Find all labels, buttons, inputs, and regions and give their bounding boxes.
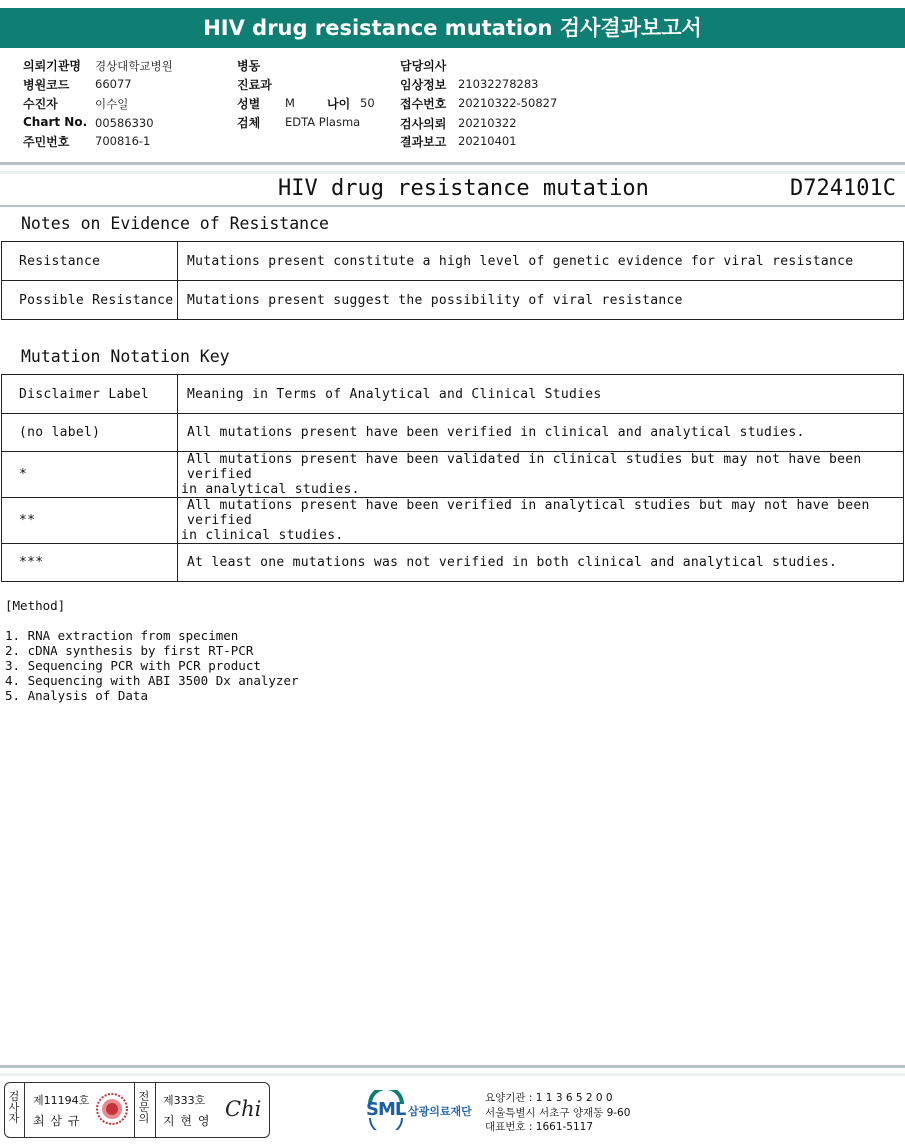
sml-logo-text: SML xyxy=(366,1099,406,1120)
ward-label: 병동 xyxy=(237,59,261,73)
notation-text: All mutations present have been verified in clinical and analytical studies. xyxy=(178,414,904,452)
header-divider xyxy=(0,162,905,165)
evidence-text: Mutations present constitute a high level of genetic evidence for viral resistance xyxy=(178,242,904,281)
institution-code: 요양기관 : 1 1 3 6 5 2 0 0 xyxy=(485,1092,613,1104)
evidence-text: Mutations present suggest the possibility of viral resistance xyxy=(178,281,904,320)
method-step: 1. RNA extraction from specimen xyxy=(5,628,239,643)
requesting-institution-value: 경상대학교병원 xyxy=(95,59,173,73)
specialist-name: 지 현 영 xyxy=(163,1114,211,1128)
notation-text-line1: All mutations present have been validated in clinical studies but may not have been verified xyxy=(187,452,862,482)
examiner-label: 검 사 자 xyxy=(8,1090,20,1125)
patient-name-label: 수진자 xyxy=(23,97,58,111)
notation-text-line2: in clinical studies. xyxy=(181,528,344,543)
method-step: 2. cDNA synthesis by first RT-PCR xyxy=(5,643,254,658)
specialist-signature: Chi xyxy=(225,1097,262,1121)
attending-physician-label: 담당의사 xyxy=(400,59,447,73)
notation-label: (no label) xyxy=(2,414,178,452)
notation-text xyxy=(178,498,904,544)
evidence-label: Resistance xyxy=(2,242,178,281)
specimen-label: 검체 xyxy=(237,116,261,130)
table-row xyxy=(2,452,904,498)
box-divider xyxy=(155,1083,156,1137)
column-header-meaning: Meaning in Terms of Analytical and Clinical Studies xyxy=(178,375,904,414)
method-step: 4. Sequencing with ABI 3500 Dx analyzer xyxy=(5,673,299,688)
table-row xyxy=(2,242,904,281)
receipt-no-value: 20210322-50827 xyxy=(458,96,558,110)
institution-phone: 대표번호 : 1661-5117 xyxy=(485,1121,594,1133)
sex-label: 성별 xyxy=(237,97,261,111)
institution-info xyxy=(485,1091,630,1135)
title-divider xyxy=(0,205,905,207)
report-title: HIV drug resistance mutation xyxy=(278,176,649,201)
patient-name-value: 이수일 xyxy=(95,97,129,111)
box-divider xyxy=(134,1083,135,1137)
notation-section-title: Mutation Notation Key xyxy=(21,347,230,366)
specialist-label: 전 문 의 xyxy=(138,1090,150,1125)
sex-value: M xyxy=(285,96,295,110)
footer-divider xyxy=(0,1065,905,1068)
table-row xyxy=(2,544,904,582)
table-row xyxy=(2,414,904,452)
method-step: 3. Sequencing PCR with PCR product xyxy=(5,658,261,673)
notation-label: * xyxy=(2,452,178,498)
notation-text-line2: in analytical studies. xyxy=(181,482,360,497)
specialist-license-no: 제333호 xyxy=(163,1094,206,1107)
clinical-info-value: 21032278283 xyxy=(458,77,539,91)
column-header-label: Disclaimer Label xyxy=(2,375,178,414)
result-report-date-value: 20210401 xyxy=(458,134,517,148)
hospital-code-label: 병원코드 xyxy=(23,78,70,92)
notation-text xyxy=(178,452,904,498)
notation-label: *** xyxy=(2,544,178,582)
specimen-value: EDTA Plasma xyxy=(285,115,361,129)
clinical-info-label: 임상정보 xyxy=(400,78,447,92)
evidence-label: Possible Resistance xyxy=(2,281,178,320)
notation-table xyxy=(1,374,904,582)
chart-no-value: 00586330 xyxy=(95,116,154,130)
notation-text: At least one mutations was not verified in both clinical and analytical studies. xyxy=(178,544,904,582)
method-step: 5. Analysis of Data xyxy=(5,688,148,703)
report-title-bar: HIV drug resistance mutation 검사결과보고서 xyxy=(0,8,905,48)
institution-address: 서울특별시 서초구 양재동 9-60 xyxy=(485,1106,631,1119)
table-row xyxy=(2,281,904,320)
method-heading: [Method] xyxy=(5,598,66,613)
box-divider xyxy=(24,1083,25,1137)
chart-no-label: Chart No. xyxy=(23,115,88,129)
test-request-date-label: 검사의뢰 xyxy=(400,117,447,131)
notation-text-line1: All mutations present have been verified in analytical studies but may not have been verified xyxy=(187,498,870,528)
examiner-name: 최 삼 규 xyxy=(33,1114,81,1128)
resident-no-label: 주민번호 xyxy=(23,135,70,149)
foundation-name: 삼광의료재단 xyxy=(408,1105,472,1118)
examiner-license-no: 제11194호 xyxy=(33,1094,90,1107)
table-row xyxy=(2,498,904,544)
signature-box xyxy=(4,1082,270,1138)
evidence-section-title: Notes on Evidence of Resistance xyxy=(21,214,329,233)
sml-logo xyxy=(364,1090,484,1130)
department-label: 진료과 xyxy=(237,78,272,92)
result-report-date-label: 결과보고 xyxy=(400,135,447,149)
examiner-seal-icon xyxy=(95,1092,129,1126)
age-value: 50 xyxy=(360,96,375,110)
report-code: D724101C xyxy=(790,176,896,201)
receipt-no-label: 접수번호 xyxy=(400,97,447,111)
table-header-row xyxy=(2,375,904,414)
requesting-institution-label: 의뢰기관명 xyxy=(23,59,81,73)
evidence-table xyxy=(1,241,904,320)
hospital-code-value: 66077 xyxy=(95,77,132,91)
method-section xyxy=(5,598,299,703)
notation-label: ** xyxy=(2,498,178,544)
age-label: 나이 xyxy=(327,97,351,111)
resident-no-value: 700816-1 xyxy=(95,134,151,148)
footer-divider-light xyxy=(0,1073,905,1076)
test-request-date-value: 20210322 xyxy=(458,116,517,130)
